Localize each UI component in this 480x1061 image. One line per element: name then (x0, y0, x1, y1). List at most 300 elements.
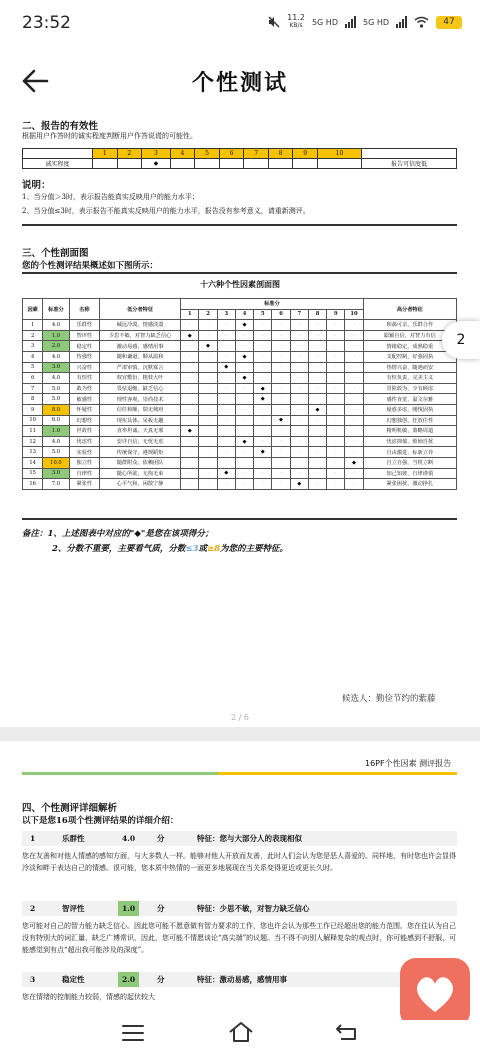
row-scale-cell: · (199, 479, 217, 490)
validity-table (22, 148, 457, 169)
status-icons (268, 14, 462, 30)
table-row (23, 330, 457, 341)
row-name: 稳定性 (69, 341, 99, 352)
row-scale-cell: · (199, 394, 217, 405)
row-high-trait: 聪颖自信，对智力有信 (363, 330, 456, 341)
row-scale-cell: · (217, 436, 235, 447)
row-scale-cell: · (272, 479, 290, 490)
remark-2-high: ≥8 (206, 544, 221, 554)
row-score: 8.0 (43, 404, 69, 415)
table-row (23, 320, 457, 331)
row-scale-cell: · (217, 415, 235, 426)
row-factor: 11 (23, 426, 43, 437)
row-scale-cell: · (327, 362, 345, 373)
score-marker: ◆ (272, 415, 290, 426)
row-scale-cell: · (199, 436, 217, 447)
row-scale-cell: · (181, 362, 199, 373)
row-factor: 2 (23, 330, 43, 341)
battery-icon: 47 (436, 16, 462, 29)
row-scale-cell: · (217, 351, 235, 362)
profile-header-row (23, 299, 457, 310)
row-scale-cell: · (290, 373, 308, 384)
signal-label-1: 5G HD (311, 17, 338, 27)
row-name: 有恒性 (69, 373, 99, 384)
score-marker: ◆ (217, 362, 235, 373)
validity-scale-cell: 7 (244, 149, 269, 159)
row-scale-cell: · (199, 330, 217, 341)
row-scale-cell: · (290, 447, 308, 458)
row-scale-cell: · (272, 320, 290, 331)
row-low-trait: 严肃审慎，沉默寡言 (100, 362, 181, 373)
remark-line-1 (22, 527, 213, 539)
row-low-trait: 权宜敷衍，粗枝大叶 (100, 373, 181, 384)
row-high-trait: 幻想独创，狂放任性 (363, 415, 456, 426)
row-scale-cell: · (345, 383, 363, 394)
row-scale-cell: · (290, 457, 308, 468)
row-scale-cell: · (199, 468, 217, 479)
row-factor: 1 (23, 320, 43, 331)
row-scale-cell: · (181, 404, 199, 415)
score-marker: ◆ (235, 436, 253, 447)
net-speed-value: 11.2 (287, 13, 305, 22)
section-2-title: 二、报告的有效性 (22, 121, 99, 132)
row-low-trait: 缄远冷漠，情感淡漠 (100, 320, 181, 331)
detail-feature: 特征：您与大部分人的表现相似 (197, 834, 302, 843)
scale-cell: 8 (308, 309, 326, 320)
back-icon[interactable] (335, 1023, 357, 1041)
row-name: 敏感性 (69, 394, 99, 405)
scale-cell: 5 (254, 309, 272, 320)
row-scale-cell: · (272, 404, 290, 415)
detail-number: 1 (30, 834, 36, 843)
wifi-icon (414, 16, 429, 28)
row-low-trait: 安详自信，无忧无虑 (100, 436, 181, 447)
row-scale-cell: · (345, 468, 363, 479)
row-name: 实验性 (69, 447, 99, 458)
row-scale-cell: · (345, 479, 363, 490)
validity-cell (317, 159, 361, 169)
row-high-trait: 知己知彼，自律谨慎 (363, 468, 456, 479)
detail-bar (22, 901, 457, 916)
profile-table-title: 十六种个性因素剖面图 (200, 279, 280, 289)
row-scale-cell: · (235, 447, 253, 458)
section-4-title: 四、个性测评详细解析 (22, 803, 118, 814)
validity-note-head (362, 149, 457, 159)
row-scale-cell: · (235, 394, 253, 405)
row-scale-cell: · (327, 457, 345, 468)
score-marker: ◆ (235, 320, 253, 331)
scale-cell: 9 (327, 309, 345, 320)
row-factor: 12 (23, 436, 43, 447)
scale-cell: 3 (217, 309, 235, 320)
row-scale-cell: · (327, 383, 345, 394)
row-scale-cell: · (181, 436, 199, 447)
row-scale-cell: · (254, 436, 272, 447)
col-std: 标准分 (181, 299, 364, 310)
row-scale-cell: · (199, 404, 217, 415)
row-high-trait: 支配控制，好强固执 (363, 351, 456, 362)
scale-cell: 10 (345, 309, 363, 320)
row-scale-cell: · (235, 457, 253, 468)
note-1: 1、当分值＞3时，表示报告能真实反映用户的能力水平； (22, 193, 199, 201)
row-scale-cell: · (308, 447, 326, 458)
validity-scale-cell: 3 (142, 149, 171, 159)
row-scale-cell: · (181, 394, 199, 405)
row-scale-cell: · (217, 330, 235, 341)
score-marker: ◆ (181, 330, 199, 341)
validity-scale-cell: 5 (195, 149, 220, 159)
row-scale-cell: · (199, 383, 217, 394)
validity-cell (117, 159, 142, 169)
row-high-trait: 有恒负责，完美主义 (363, 373, 456, 384)
row-scale-cell: · (254, 320, 272, 331)
row-scale-cell: · (327, 468, 345, 479)
detail-feature: 特征：少思不敏，对智力缺乏信心 (197, 904, 310, 913)
row-scale-cell: · (290, 351, 308, 362)
score-marker: ◆ (217, 468, 235, 479)
menu-icon[interactable] (122, 1024, 144, 1042)
row-scale-cell: · (290, 436, 308, 447)
row-low-trait: 理性客观，崇尚技术 (100, 394, 181, 405)
col-low: 低分者特征 (100, 299, 181, 320)
row-factor: 8 (23, 394, 43, 405)
row-scale-cell: · (345, 362, 363, 373)
row-scale-cell: · (290, 341, 308, 352)
row-scale-cell: · (308, 362, 326, 373)
score-marker: ◆ (199, 341, 217, 352)
row-high-trait: 感性直觉，温文尔雅 (363, 394, 456, 405)
row-score: 2.0 (43, 341, 69, 352)
row-scale-cell: · (272, 447, 290, 458)
row-scale-cell: · (308, 415, 326, 426)
row-scale-cell: · (217, 479, 235, 490)
detail-text: 您在情绪的控制能力较弱，情感的起伏较大 (22, 993, 155, 1001)
row-scale-cell: · (345, 447, 363, 458)
validity-scale-cell: 8 (268, 149, 293, 159)
row-scale-cell: · (254, 351, 272, 362)
detail-unit: 分 (157, 834, 165, 843)
row-scale-cell: · (181, 341, 199, 352)
row-scale-cell: · (327, 404, 345, 415)
score-marker: ◆ (254, 394, 272, 405)
section-2-desc: 根据用户作答时的诚实程度判断用户作答说谎的可能性。 (22, 132, 197, 140)
row-scale-cell: · (217, 457, 235, 468)
row-scale-cell: · (181, 415, 199, 426)
heart-icon (400, 958, 470, 1028)
score-marker: ◆ (345, 457, 363, 468)
row-factor: 16 (23, 479, 43, 490)
row-scale-cell: · (254, 426, 272, 437)
row-scale-cell: · (217, 426, 235, 437)
scale-cell: 4 (235, 309, 253, 320)
row-scale-cell: · (345, 404, 363, 415)
row-scale-cell: · (308, 436, 326, 447)
row-scale-cell: · (290, 383, 308, 394)
scale-cell: 2 (199, 309, 217, 320)
section-3-desc: 您的个性测评结果概述如下图所示： (22, 261, 159, 271)
scale-cell: 1 (181, 309, 199, 320)
validity-scale-cell: 4 (170, 149, 195, 159)
row-scale-cell: · (254, 404, 272, 415)
row-scale-cell: · (272, 351, 290, 362)
detail-text: 您在友善和对他人情感的感知方面，与大多数人一样。能够对他人开放而友善，此时人们会认为您是恶人喜爱的。同样地，有时您也许会显得冷淡和畔于表达自己的情感。很可能，您本质中热情的一面更多地展现在当关系变得更近或更长久时。 (22, 852, 456, 872)
row-low-trait: 心平气和，闲散宁静 (100, 479, 181, 490)
row-score: 4.0 (43, 351, 69, 362)
row-scale-cell: · (290, 394, 308, 405)
row-high-trait: 冒险敢为，少有顾虑 (363, 383, 456, 394)
row-scale-cell: · (290, 362, 308, 373)
row-name: 乐群性 (69, 320, 99, 331)
row-low-trait: 激动易感，感情用事 (100, 341, 181, 352)
section-3-title: 三、个性剖面图 (22, 248, 89, 259)
section-4-desc: 以下是您16项个性测评结果的详细介绍： (22, 816, 179, 826)
detail-number: 2 (30, 904, 36, 913)
row-score: 6.0 (43, 415, 69, 426)
row-scale-cell: · (308, 330, 326, 341)
row-high-trait: 疑惑多虑，刚愎固执 (363, 404, 456, 415)
page-indicator[interactable]: 2 (442, 321, 480, 359)
row-factor: 6 (23, 373, 43, 384)
row-name: 兴奋性 (69, 362, 99, 373)
row-scale-cell: · (272, 436, 290, 447)
remark-prefix: 备注： (22, 529, 48, 539)
score-marker: ◆ (254, 383, 272, 394)
score-marker: ◆ (290, 479, 308, 490)
table-row (23, 394, 457, 405)
row-scale-cell: · (254, 457, 272, 468)
row-scale-cell: · (254, 479, 272, 490)
row-high-trait: 热情兴奋，随遇而安 (363, 362, 456, 373)
row-high-trait: 精明机敏，策略周道 (363, 426, 456, 437)
row-scale-cell: · (272, 394, 290, 405)
profile-table (22, 298, 457, 490)
row-low-trait: 信任和顺，瑞无城府 (100, 404, 181, 415)
row-scale-cell: · (199, 426, 217, 437)
row-score: 1.0 (43, 426, 69, 437)
validity-scale-row (23, 149, 457, 159)
row-factor: 7 (23, 383, 43, 394)
table-row (23, 457, 457, 468)
row-name: 恃强性 (69, 351, 99, 362)
validity-cell (170, 159, 195, 169)
divider (22, 224, 457, 226)
table-row (23, 415, 457, 426)
row-scale-cell: · (217, 394, 235, 405)
row-scale-cell: · (199, 351, 217, 362)
row-high-trait: 自由激进，标新立异 (363, 447, 456, 458)
validity-scale-cell: 9 (293, 149, 318, 159)
row-scale-cell: · (254, 373, 272, 384)
row-scale-cell: · (308, 426, 326, 437)
remark-2-low: ≤3 (185, 544, 199, 554)
home-icon[interactable] (228, 1021, 254, 1043)
row-scale-cell: · (235, 362, 253, 373)
status-bar (0, 0, 480, 48)
score-marker: ◆ (308, 404, 326, 415)
row-factor: 3 (23, 341, 43, 352)
page-gap (0, 727, 480, 741)
row-scale-cell: · (235, 415, 253, 426)
note-title: 说明： (22, 180, 51, 191)
validity-scale-cell: 1 (93, 149, 118, 159)
row-scale-cell: · (181, 457, 199, 468)
row-score: 5.0 (43, 383, 69, 394)
row-scale-cell: · (217, 383, 235, 394)
row-scale-cell: · (308, 468, 326, 479)
row-scale-cell: · (235, 341, 253, 352)
row-low-trait: 随和谦逊，顺从温和 (100, 351, 181, 362)
detail-bar (22, 831, 457, 846)
row-scale-cell: · (290, 404, 308, 415)
detail-name: 乐群性 (62, 834, 85, 843)
table-row (23, 341, 457, 352)
row-factor: 13 (23, 447, 43, 458)
table-row (23, 383, 457, 394)
row-low-trait: 随群附众，依赖团队 (100, 457, 181, 468)
row-score: 3.0 (43, 362, 69, 373)
row-scale-cell: · (272, 362, 290, 373)
detail-unit: 分 (157, 904, 165, 913)
row-scale-cell: · (327, 320, 345, 331)
row-high-trait: 情绪稳定，成熟稳重 (363, 341, 456, 352)
table-row (23, 447, 457, 458)
detail-score: 4.0 (122, 834, 136, 843)
row-high-trait: 自立自强，当机立断 (363, 457, 456, 468)
validity-cell (219, 159, 244, 169)
header-stripe (22, 772, 457, 775)
row-high-trait: 紧张困扰，激动挣扎 (363, 479, 456, 490)
remark-1: 1、上述图表中对应的"◆"是您在该项得分； (47, 529, 214, 539)
validity-cell (268, 159, 293, 169)
scale-cell: 6 (272, 309, 290, 320)
detail-unit: 分 (157, 975, 165, 984)
row-scale-cell: · (290, 426, 308, 437)
profile-table-body (23, 320, 457, 490)
status-time: 23:52 (22, 13, 71, 33)
detail-score: 1.0 (118, 901, 139, 916)
detail-feature: 特征：激动易感，感情用事 (197, 975, 287, 984)
row-scale-cell: · (181, 373, 199, 384)
row-scale-cell: · (272, 426, 290, 437)
row-scale-cell: · (199, 320, 217, 331)
row-factor: 14 (23, 457, 43, 468)
row-factor: 5 (23, 362, 43, 373)
row-high-trait: 忧虑抑郁，烦恼自扰 (363, 436, 456, 447)
page-title: 个性测试 (191, 70, 288, 96)
row-scale-cell: · (199, 415, 217, 426)
row-scale-cell: · (308, 373, 326, 384)
row-scale-cell: · (308, 383, 326, 394)
row-scale-cell: · (308, 457, 326, 468)
row-scale-cell: · (327, 351, 345, 362)
validity-honesty-row (23, 159, 457, 169)
row-low-trait: 传统保守，遵规蹈矩 (100, 447, 181, 458)
row-scale-cell: · (327, 426, 345, 437)
row-scale-cell: · (345, 373, 363, 384)
row-scale-cell: · (272, 341, 290, 352)
row-scale-cell: · (254, 341, 272, 352)
remark-2-or: 或 (198, 544, 207, 554)
row-scale-cell: · (345, 394, 363, 405)
row-scale-cell: · (345, 320, 363, 331)
row-scale-cell: · (308, 320, 326, 331)
row-low-trait: 随心所欲，无拘无束 (100, 468, 181, 479)
validity-scale-cell: 6 (219, 149, 244, 159)
validity-scale-cell: 2 (117, 149, 142, 159)
row-name: 紧张性 (69, 479, 99, 490)
net-speed-unit: KB/s (289, 22, 303, 29)
system-nav-bar (0, 1020, 480, 1061)
validity-cell (244, 159, 269, 169)
row-scale-cell: · (181, 468, 199, 479)
row-scale-cell: · (345, 351, 363, 362)
row-scale-cell: · (217, 404, 235, 415)
row-name: 独立性 (69, 457, 99, 468)
row-scale-cell: · (345, 436, 363, 447)
row-factor: 15 (23, 468, 43, 479)
detail-text: 您可能对自己的智力能力缺乏信心。因此您可能不愿意做有智力要求的工作，您也许会认为那些工作已经超出您的能力范围。您在往认为自己没有特别大的词汇量，缺乏广博常识，因此，您可能不情愿谈论“高尖端”的议题。当不得不向别人解释复杂的观点时，你可能感到不舒服，可能感觉到有点“超出我可能涉及的深度”。 (22, 922, 457, 954)
row-scale-cell: · (272, 330, 290, 341)
row-scale-cell: · (308, 394, 326, 405)
table-row (23, 479, 457, 490)
row-scale-cell: · (327, 373, 345, 384)
row-factor: 4 (23, 351, 43, 362)
detail-bar (22, 972, 457, 987)
row-scale-cell: · (327, 479, 345, 490)
row-name: 世故性 (69, 426, 99, 437)
row-score: 5.0 (43, 447, 69, 458)
row-scale-cell: · (272, 383, 290, 394)
row-low-trait: 少思不敏，对智力缺乏信心 (100, 330, 181, 341)
page-number: 2 / 6 (231, 713, 249, 722)
row-scale-cell: · (272, 373, 290, 384)
col-name: 名称 (69, 299, 99, 320)
row-score: 7.0 (43, 479, 69, 490)
table-row (23, 362, 457, 373)
remark-2: 2、分数不重要，主要看气质，分数 (52, 544, 186, 554)
report-document[interactable] (0, 112, 480, 1047)
favorite-button[interactable] (400, 958, 470, 1028)
row-score: 10.0 (43, 457, 69, 468)
col-high: 高分者特征 (363, 299, 456, 320)
table-row (23, 373, 457, 384)
row-scale-cell: · (290, 320, 308, 331)
row-scale-cell: · (290, 330, 308, 341)
score-marker: ◆ (254, 447, 272, 458)
row-score: 4.0 (43, 320, 69, 331)
row-low-trait: 畏怯退缩，缺乏信心 (100, 383, 181, 394)
row-scale-cell: · (217, 320, 235, 331)
remark-line-2 (52, 542, 288, 554)
row-scale-cell: · (327, 394, 345, 405)
score-marker: ◆ (235, 373, 253, 384)
row-scale-cell: · (235, 426, 253, 437)
report-header: 16PF个性因素 测评报告 (365, 759, 452, 768)
row-scale-cell: · (199, 373, 217, 384)
validity-corner (23, 149, 93, 159)
row-scale-cell: · (235, 468, 253, 479)
row-scale-cell: · (327, 415, 345, 426)
col-score: 标准分 (43, 299, 69, 320)
row-scale-cell: · (181, 479, 199, 490)
remark-2-tail: 为您的主要特征。 (220, 544, 289, 554)
row-scale-cell: · (217, 373, 235, 384)
row-scale-cell: · (235, 383, 253, 394)
signal-icon (396, 16, 407, 28)
net-speed (287, 14, 305, 30)
row-scale-cell: · (199, 362, 217, 373)
row-name: 幻想性 (69, 415, 99, 426)
